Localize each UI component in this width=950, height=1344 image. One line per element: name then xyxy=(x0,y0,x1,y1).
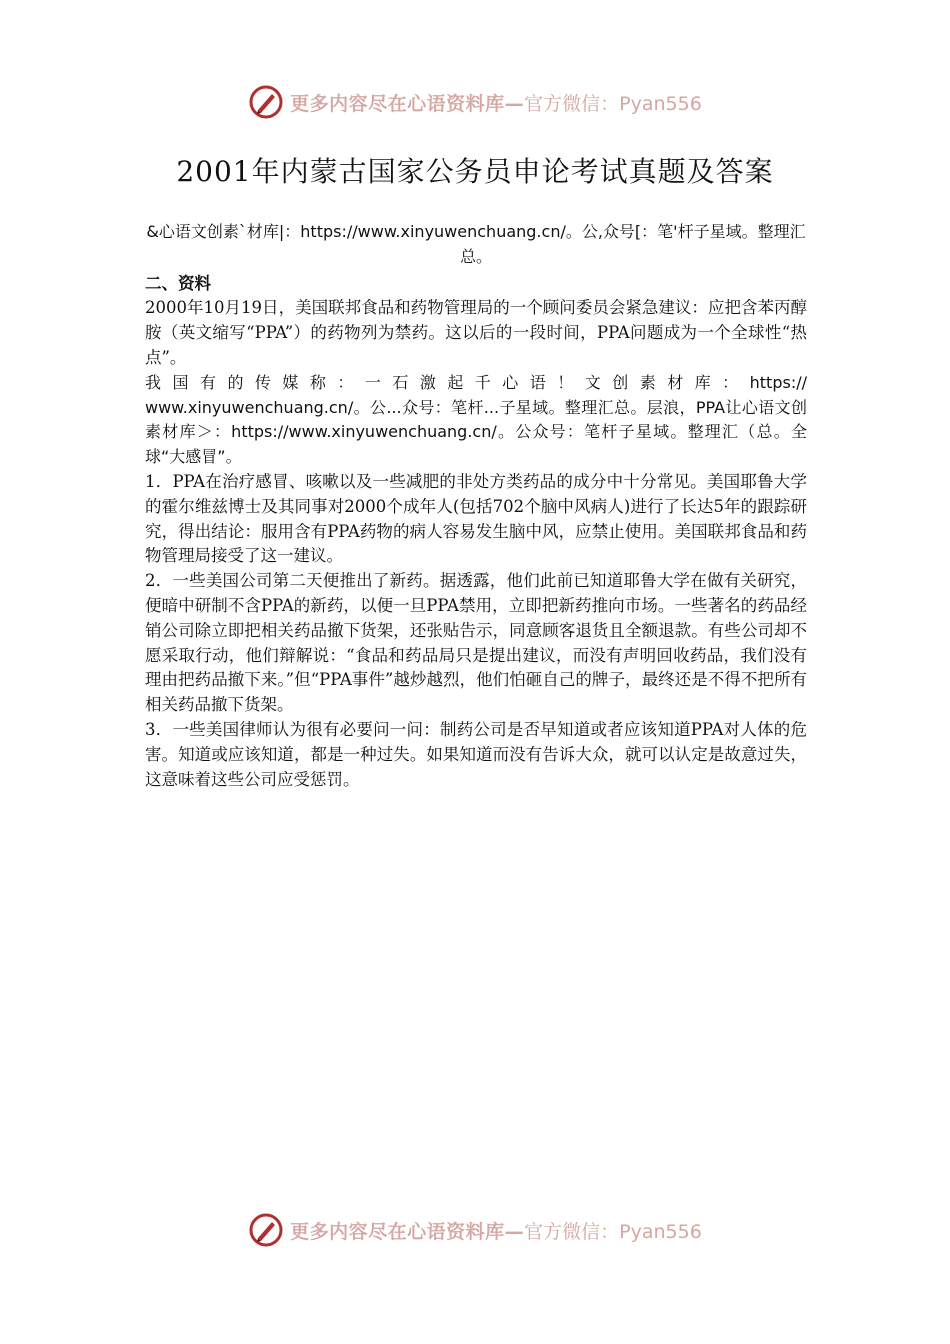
banner-right-text: 官方微信：Pyan556 xyxy=(524,92,702,115)
paragraph-1: 1．PPA在治疗感冒、咳嗽以及一些减肥的非处方类药品的成分中十分常见。美国耶鲁大学的霍尔维兹博士及其同事对2000个成年人(包括702个脑中风病人)进行了长达5年的跟踪研究，得出结论：服用含有PPA药物的病人容易发生脑中风，应禁止使用。美国联邦食品和药物管理局接受了这一建议。 xyxy=(145,471,807,566)
paragraph-3: 3．一些美国律师认为很有必要问一问：制药公司是否早知道或者应该知道PPA对人体的危害。知道或应该知道，都是一种过失。如果知道而没有告诉大众，就可以认定是故意过失，这意味着这些公司应受惩罚。 xyxy=(145,719,807,789)
intro-paragraph: 2000年10月19日，美国联邦食品和药物管理局的一个顾问委员会紧急建议：应把含苯丙醇胺（英文缩写“PPA”）的药物列为禁药。这以后的一段时间，PPA问题成为一个全球性“热点”。 xyxy=(145,298,807,367)
banner-right-text: 官方微信：Pyan556 xyxy=(524,1220,702,1243)
pen-circle-logo-icon xyxy=(248,84,284,120)
footer-banner xyxy=(0,1208,950,1252)
pen-circle-logo-icon xyxy=(248,1212,284,1248)
watermark-line-2: www.xinyuwenchuang.cn/。公...众号：笔杆...子星域。整理汇总。层浪，PPA让心语文创素材库＞：https://www.xinyuwenchuang.cn/。公众号：笔杆子星域。整理汇（总。全球“大感冒”。 xyxy=(145,397,807,467)
page-title: 2001年内蒙古国家公务员申论考试真题及答案 xyxy=(176,155,774,188)
watermark-line-1: 我 国 有 的 传 媒 称 ： 一 石 激 起 千 心 语 ！ 文 创 素 材 库 ： https:// xyxy=(145,372,807,392)
paragraph-2: 2．一些美国公司第二天便推出了新药。据透露，他们此前已知道耶鲁大学在做有关研究，便暗中研制不含PPA的新药，以便一旦PPA禁用，立即把新药推向市场。一些著名的药品经销公司除立即把相关药品撤下货架，还张贴告示，同意顾客退货且全额退款。有些公司却不愿采取行动，他们辩解说：“食品和药品局只是提出建议，而没有声明回收药品，我们没有理由把药品撤下来。”但“PPA事件”越炒越烈，他们怕砸自己的牌子，最终还是不得不把所有相关药品撤下货架。 xyxy=(145,571,807,715)
banner-left-text: 更多内容尽在心语资料库— xyxy=(290,1220,525,1243)
source-line: &心语文创素`材库|：https://www.xinyuwenchuang.cn/。公,众号[：笔'杆子星域。整理汇总。 xyxy=(146,222,806,266)
document-body xyxy=(145,220,807,792)
header-banner xyxy=(0,80,950,124)
banner-left-text: 更多内容尽在心语资料库— xyxy=(290,92,525,115)
section-heading: 二、资料 xyxy=(145,273,211,293)
